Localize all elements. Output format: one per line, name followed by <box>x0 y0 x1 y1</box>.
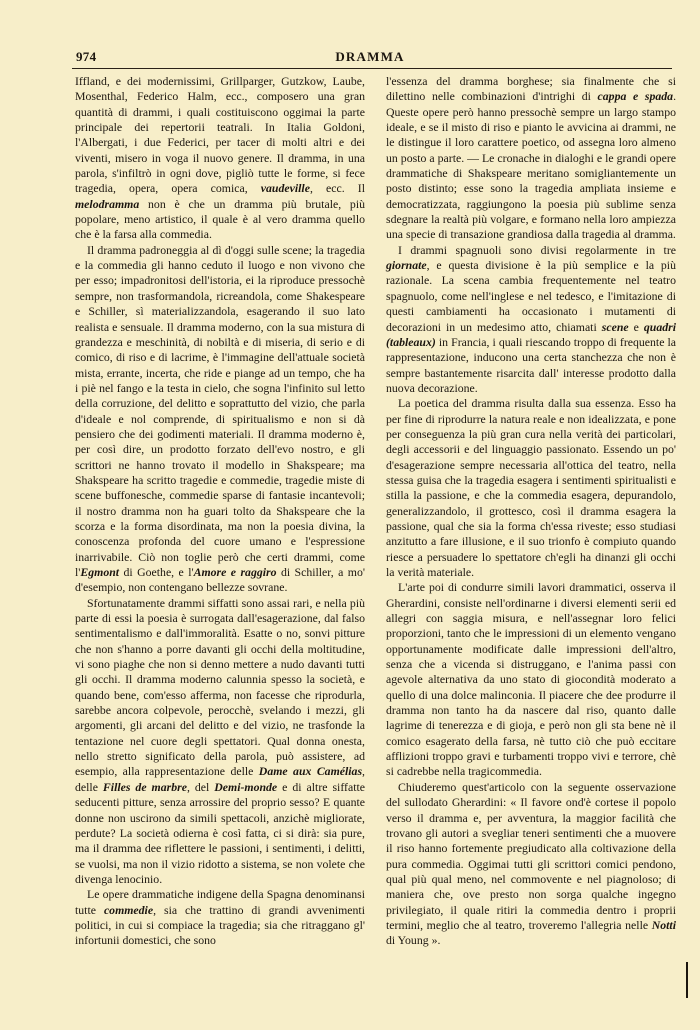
running-title: DRAMMA <box>335 49 405 64</box>
paragraph-text: I drammi spagnuoli sono divisi regolarmente in tre <box>398 242 676 257</box>
paragraph-text: Sfortunatamente drammi siffatti sono assai rari, e nella più parte di essi la poesia è surrogata dall'esagerazione, dal falso sentimentalismo e dall'immoralità. Esatte o no, sonvi pitture che non s'hanno a porre davanti gli occhi della moltitudine, vi sono piaghe che non si denno mettere a nudo davanti tutti gli occhi. Il dramma moderno calunnia spesso la società, e quando bene, com'esso afferma, non facesse che riprodurla, sarebbe ancora colpevole, perocchè, svelando i mezzi, gli argomenti, gli arcani del delitto e del vizio, ne trasfonde la tentazione nel cuore degli spettatori. Qual donna onesta, nello stretto significato della parola, può assistere, ad esempio, alla rappresentazione delle <box>75 595 365 779</box>
paragraph-text: . Queste opere però hanno pressochè sempre un largo stampo ideale, e se il misto di riso e pianto le avvicina ai drammi, ne le distingue il loro carattere poetico, od assegna loro almeno un posto a parte. — Le cronache in dialoghi e le grandi opere drammatiche di Shakspeare meritano somigliantemente un posto distinto; esse sono la tragedia ampliata insieme e democratizzata, raggiungono la poesia più sublime senza sdegnare la realtà più volgare, e formano nella loro ampiezza una specie di transazione grandiosa dalla tragedia al dramma. <box>386 89 677 242</box>
paragraph-text: , del <box>186 779 210 794</box>
paragraph-text: Iffland, e dei modernissimi, Grillparger, Gutzkow, Laube, Mosenthal, Federico Halm, ecc., composero una gran quantità di drammi, i quali costituiscono oggimai la parte principale dei repertorii teatrali. In Italia Goldoni, l'Albergati, i due Federici, per tacer di molti altri e dei viventi, misero in voga il nuovo genere. Il dramma, in una parola, s'infiltrò in ogni dove, pigliò tutte le forme, si fece tragedia, opera, opera comica, <box>75 74 365 196</box>
paragraph <box>386 396 676 580</box>
italic-title: vaudeville <box>260 181 310 196</box>
paragraph <box>75 596 365 888</box>
paragraph <box>386 74 676 243</box>
paragraph <box>75 887 365 948</box>
paragraph-text: , sia che trattino di grandi avvenimenti politici, in cui si compiace la tragedia; sia che ritraggano gl' infortunii domestici, che sono <box>75 902 365 948</box>
paragraph-text: Chiuderemo quest'articolo con la seguente osservazione del sullodato Gherardini: « Il favore ond'è cortese il popolo verso il dramma e, per avventura, la maggior facilità che trovano gli autori a svegliar teneri sentimenti che a muovere il riso hanno fortemente pregiudicato alla coltivazione della pura commedia. Oggimai tutti gli scrittori comici pendono, qual più qual meno, nel commovente e nel piagnoloso; di maniera che, ove presto non sorga qualche ingegno privilegiato, il quale ritiri la commedia dentro i proprii termini, meglio che al teatro, troveremo l'allegria nelle <box>386 779 676 932</box>
paragraph <box>386 780 676 949</box>
italic-title: commedie <box>103 902 154 917</box>
paragraph-text: di Goethe, e l' <box>123 565 194 579</box>
italic-title: cappa e spada <box>597 89 674 104</box>
paragraph-text: La poetica del dramma risulta dalla sua essenza. Esso ha per fine di riprodurre la natura reale e non idealizzata, e pone per conseguenza la più gran cura nella verità dei particolari, degli accessorii e del linguaggio passionato. Essendo un po' d'esagerazione sempre necessaria all'ottica del teatro, nella stessa guisa che la tragedia esagera i sentimenti spiritualisti e stilla la passione, e che la commedia esagera, depurandolo, generalizzandolo, il grottesco, così il dramma esagera la passione, qual che sia la forma ch'essa riveste; esso studiasi anzitutto a fare illusione, e il suo trionfo è compiuto quando riesce a persuadere lo spettatore ch'egli ha dinanzi gli occhi la verità materiale. <box>386 396 676 579</box>
header-rule <box>72 68 672 69</box>
italic-title: Egmont <box>80 565 120 579</box>
paragraph-text: di Young ». <box>386 933 441 948</box>
italic-title: melodramma <box>75 196 140 211</box>
italic-title: scene <box>601 319 629 334</box>
paragraph-text: Le opere drammatiche indigene della Spagna denominansi tutte <box>75 887 365 917</box>
italic-title: Filles de marbre <box>102 779 187 794</box>
paragraph-text: e <box>633 319 639 334</box>
paragraph-text: in Francia, i quali riescando troppo di frequente la rappresentazione, inducono una certa stanchezza che non è sempre bastantemente risarcita dall' interesse prodotto dalla nuova decorazione. <box>386 334 677 395</box>
margin-mark <box>686 962 688 998</box>
paragraph-text: Il dramma padroneggia al dì d'oggi sulle scene; la tragedia e la commedia gli hanno ceduto il luogo e non vivono che per esso; impadronitosi dell'istoria, ei la riproduce pressochè sempre, non trasformandola, ricreandola, come Shakespeare e Schiller, sì materializzandola, esagerando il suo lato realista e sensuale. Il dramma moderno, con la sua mistura di grandezza e meschinità, di nobiltà e di miseria, di serio e di comico, di riso e di lacrime, è l'immagine dell'attuale società mista, errante, incerta, che ride e piange ad un tempo, che ha i piè nel fango e la testa in cielo, che sogna l'infinito sul letto della corruzione, del delitto e soprattutto del vizio, che parla d'ideale e nol comprende, di spiritualismo e non si dà pensiero che dei godimenti materiali. Il dramma moderno è, per così dire, un prodotto forzato dell'evo nostro, e gli scrittori ne hanno trovato il modello in Shakspeare; ma Shakspeare ha scritto tragedie e commedie, tragedie miste di scene buffonesche, commedie sparse di fantasie incantevoli; il nostro dramma non ha guari tolto da Shakspeare che la scorza e la forma disordinata, ma non la poesia divina, la conoscenza profonda del cuore umano e l'espressione inarrivabile. Ciò non toglie però che certi drammi, come l' <box>75 242 365 579</box>
italic-title: giornate <box>386 258 427 273</box>
page-number: 974 <box>76 49 97 64</box>
paragraph <box>386 580 676 779</box>
italic-title: Dame aux Camélias <box>258 764 363 779</box>
paragraph <box>75 74 365 243</box>
italic-title: quadri (tableaux) <box>386 319 676 349</box>
paragraph-text: , ecc. Il <box>309 181 365 196</box>
paragraph <box>386 243 676 396</box>
left-column <box>75 74 365 949</box>
paragraph <box>75 243 365 596</box>
paragraph-text: L'arte poi di condurre simili lavori drammatici, osserva il Gherardini, consiste nell'ordinarne i diversi elementi serii ed allegri con saggia misura, e nell'assegnar loro felici proporzioni, tanto che le impressioni di un elemento vengano opportunamente modificate dalle impressioni dell'altro, senza che a vicenda si distruggano, e l'anima passi con agevole alternativa da uno stato di giocondità moderato a quello di una dolce malinconia. Il piacere che dee produrre il dramma non tanto ha da nascere dal riso, quanto dalle lagrime di tenerezza e di gioja, e però non gli sta bene nè il comico esagerato della farsa, nè tutto ciò che può eccitare afflizioni troppo gravi e turbamenti troppo vivi e terrore, chè si cadrebbe nella tragicommedia. <box>386 580 676 779</box>
paragraph-text: di Schiller, a mo' d'esempio, non contengano bellezze sovrane. <box>75 565 365 595</box>
right-column <box>386 74 676 949</box>
italic-title: Amore e raggiro <box>193 565 277 579</box>
paragraph-text: l'essenza del dramma borghese; sia finalmente che si dilettino nelle combinazioni d'intrighi di <box>386 74 676 104</box>
page-header <box>70 49 670 67</box>
paragraph-text: , e questa divisione è la più semplice e la più razionale. La scena cambia frequentemente nel teatro spagnuolo, come nell'inglese e nel tedesco, e l'imitazione di questi cambiamenti ha occasionato i mutamenti di decorazioni in un medesimo atto, chiamati <box>386 258 676 334</box>
italic-title: Demi-monde <box>214 779 278 794</box>
paragraph-text: non è che un dramma più brutale, più popolare, meno artistico, il quale è al vero dramma quello che è la farsa alla commedia. <box>75 196 366 242</box>
italic-title: Notti <box>651 917 676 932</box>
paragraph-text: , delle <box>75 764 365 794</box>
paragraph-text: e di altre siffatte seducenti pitture, senza arrossire del proprio sesso? E quante donne non uscirono da simili spettacoli, anzichè migliorate, perdute? La società odierna è così fatta, ci si dirà: sia pure, ma il dramma dee riflettere le passioni, i sentimenti, i delitti, se vuolsi, ma non il vizio ridotto a sistema, se non volete che divenga lenocinio. <box>75 779 366 886</box>
